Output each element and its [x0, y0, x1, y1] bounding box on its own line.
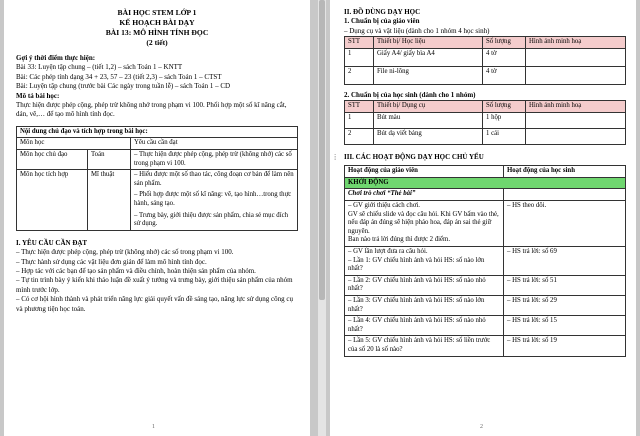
table-title: Nội dung chủ đạo và tích hợp trong bài học:: [17, 126, 298, 138]
table-cell: Môn học tích hợp: [17, 170, 88, 231]
table-header: Số lượng: [483, 101, 526, 113]
table-cell: – GV giới thiệu cách chơi. GV sẽ chiếu slide và đọc câu hỏi. Khi GV bấm vào thẻ, nếu đáp án đúng sẽ hiện pháo hoa, đáp án sai thẻ giữ nguyên. Ban nào trả lời đúng thì được 2 điểm.: [345, 201, 504, 247]
lesson-description: Thực hiện được phép cộng, phép trừ không nhớ trong phạm vi 100. Phối hợp một số kĩ năng cắt, dán, vẽ,… để tạo mô hình tính đọc.: [16, 101, 287, 119]
table-cell: – HS trả lời: số 15: [504, 316, 626, 336]
doc-title-line-3: BÀI 13: MÔ HÌNH TÍNH ĐỌC: [105, 28, 209, 37]
table-cell: – HS trả lời: số 69: [504, 246, 626, 275]
requirement-item: – Có cơ hội hình thành và phát triển năng lực giải quyết vấn đề sáng tạo, năng lực sử dụng công cụ và phương tiện học toán.: [16, 295, 293, 313]
requirement-item: – Tự tin trình bày ý kiến khi thảo luận đề xuất ý tưởng và trưng bày, giới thiệu sản phẩm của nhóm mình trước lớp.: [16, 276, 293, 294]
table-cell: 1: [345, 48, 374, 66]
table-cell: Giấy A4/ giấy bìa A4: [374, 48, 483, 66]
table-header: STT: [345, 101, 374, 113]
subsection-teacher: 1. Chuẩn bị của giáo viên: [344, 17, 420, 26]
table-header: Số lượng: [483, 37, 526, 49]
doc-title-line-2: KẾ HOẠCH BÀI DẠY: [119, 18, 195, 27]
table-header: Hình ảnh minh hoạ: [526, 101, 626, 113]
page-number: 1: [152, 424, 155, 430]
table-row: [345, 128, 626, 144]
vertical-scrollbar[interactable]: [318, 0, 326, 436]
table-header: Hoạt động của giáo viên: [345, 166, 504, 178]
requirement-line: – Phối hợp được một số kĩ năng: vẽ, tạo hình…trong thực hành, sáng tạo.: [134, 191, 292, 207]
table-row: [345, 48, 626, 66]
table-cell: – GV lần lượt đưa ra câu hỏi. – Lần 1: GV chiếu hình ảnh và hỏi HS: số nào lớn nhất?: [345, 246, 504, 275]
table-header: STT: [345, 37, 374, 49]
table-cell: – Lần 3: GV chiếu hình ảnh và hỏi HS: số nào lớn nhất?: [345, 295, 504, 315]
document-page-2: [330, 0, 636, 436]
requirement-line: – Trưng bày, giới thiệu được sản phẩm, chia sẻ mục đích sử dụng.: [134, 211, 288, 228]
section-banner: KHỞI ĐỘNG: [345, 177, 626, 189]
table-cell: 1 cái: [483, 128, 526, 144]
time-line: Bài: Luyện tập chung (trước bài Các ngày trong tuần lễ) – sách Toán 1 – CD: [16, 82, 231, 91]
table-cell: 4 tờ: [483, 66, 526, 84]
subsection-note: – Dụng cụ và vật liệu (dành cho 1 nhóm 4 học sinh): [344, 26, 490, 35]
table-row: [17, 170, 298, 231]
table-cell: Mĩ thuật: [88, 170, 131, 231]
subsection-student: 2. Chuẩn bị của học sinh (dành cho 1 nhóm): [344, 90, 476, 99]
time-line: Bài: Các phép tính dạng 34 + 23, 57 – 23 (tiết 2,3) – sách Toán 1 – CTST: [16, 72, 222, 81]
table-cell: 4 tờ: [483, 48, 526, 66]
table-row: [345, 275, 626, 295]
table-cell: Bút dạ viết bảng: [374, 128, 483, 144]
table-row: [345, 316, 626, 336]
table-cell: – Lần 2: GV chiếu hình ảnh và hỏi HS: số nào nhỏ nhất?: [345, 275, 504, 295]
table-cell: 1: [345, 112, 374, 128]
table-row: [345, 295, 626, 315]
table-header: Hoạt động của học sinh: [504, 166, 626, 178]
table-header: Môn học: [17, 138, 131, 150]
table-cell: – HS trả lời: số 19: [504, 336, 626, 356]
table-header: Thiết bị/ Học liệu: [374, 37, 483, 49]
game-title: Chơi trò chơi “Thẻ bài”: [345, 189, 504, 201]
table-cell: – Lần 5: GV chiếu hình ảnh và hỏi HS: số liền trước của số 20 là số nào?: [345, 336, 504, 356]
table-cell: [526, 128, 626, 144]
integration-table: [16, 126, 298, 231]
requirement-item: – Hợp tác với các bạn để tạo sản phẩm và điều chỉnh, hoàn thiện sản phẩm của nhóm.: [16, 267, 256, 275]
table-cell: [526, 112, 626, 128]
section-desc-heading: Mô tả bài học:: [16, 91, 60, 100]
table-cell: – HS trả lời: số 51: [504, 275, 626, 295]
table-cell: Toán: [88, 150, 131, 170]
requirement-item: – Thực hiện được phép cộng, phép trừ (không nhớ) các số trong phạm vi 100.: [16, 248, 234, 257]
table-cell: [131, 170, 298, 231]
doc-title-line-1: BÀI HỌC STEM LỚP 1: [117, 8, 197, 17]
doc-title-line-4: (2 tiết): [146, 38, 168, 47]
time-line: Bài 33: Luyện tập chung – (tiết 1,2) – sách Toán 1 – KNTT: [16, 63, 183, 72]
table-cell: – Lần 4: GV chiếu hình ảnh và hỏi HS: số nào nhỏ nhất?: [345, 316, 504, 336]
document-page-1: [4, 0, 310, 436]
table-row: [345, 112, 626, 128]
table-cell: 1 hộp: [483, 112, 526, 128]
section-3-heading: III. CÁC HOẠT ĐỘNG DẠY HỌC CHỦ YẾU: [344, 152, 484, 161]
scrollbar-thumb[interactable]: [319, 0, 325, 300]
table-header: Yêu cầu cần đạt: [131, 138, 298, 150]
table-row: [17, 150, 298, 170]
activities-table: [344, 165, 626, 356]
table-move-handle-icon[interactable]: ⁞: [334, 152, 337, 162]
teacher-materials-table: [344, 36, 626, 85]
table-cell: Môn học chủ đạo: [17, 150, 88, 170]
requirement-line: – Hiểu được một số thao tác, công đoạn cơ bản để làm nên sản phẩm.: [134, 171, 294, 187]
table-header: Hình ảnh minh hoạ: [526, 37, 626, 49]
table-cell: – HS trả lời: số 29: [504, 295, 626, 315]
table-cell: [526, 48, 626, 66]
table-cell: [526, 66, 626, 84]
table-cell: 2: [345, 128, 374, 144]
table-cell: [504, 189, 626, 201]
student-materials-table: [344, 100, 626, 145]
table-cell: Bút màu: [374, 112, 483, 128]
table-row: [345, 201, 626, 247]
table-cell: 2: [345, 66, 374, 84]
section-time-heading: Gợi ý thời điểm thực hiện:: [16, 54, 96, 62]
table-cell: File ni-lông: [374, 66, 483, 84]
table-row: [345, 336, 626, 356]
requirement-item: – Thực hành sử dụng các vật liệu đơn giản để làm mô hình tính đọc.: [16, 257, 207, 266]
table-row: [345, 66, 626, 84]
table-cell: – Thực hiện được phép cộng, phép trừ (không nhớ) các số trong phạm vi 100.: [131, 150, 298, 170]
table-row: [345, 246, 626, 275]
page-number: 2: [480, 424, 483, 430]
table-header: Thiết bị/ Dụng cụ: [374, 101, 483, 113]
section-2-heading: II. ĐỒ DÙNG DẠY HỌC: [344, 8, 421, 16]
section-1-heading: I. YÊU CẦU CẦN ĐẠT: [16, 238, 88, 247]
table-cell: – HS theo dõi.: [504, 201, 626, 247]
